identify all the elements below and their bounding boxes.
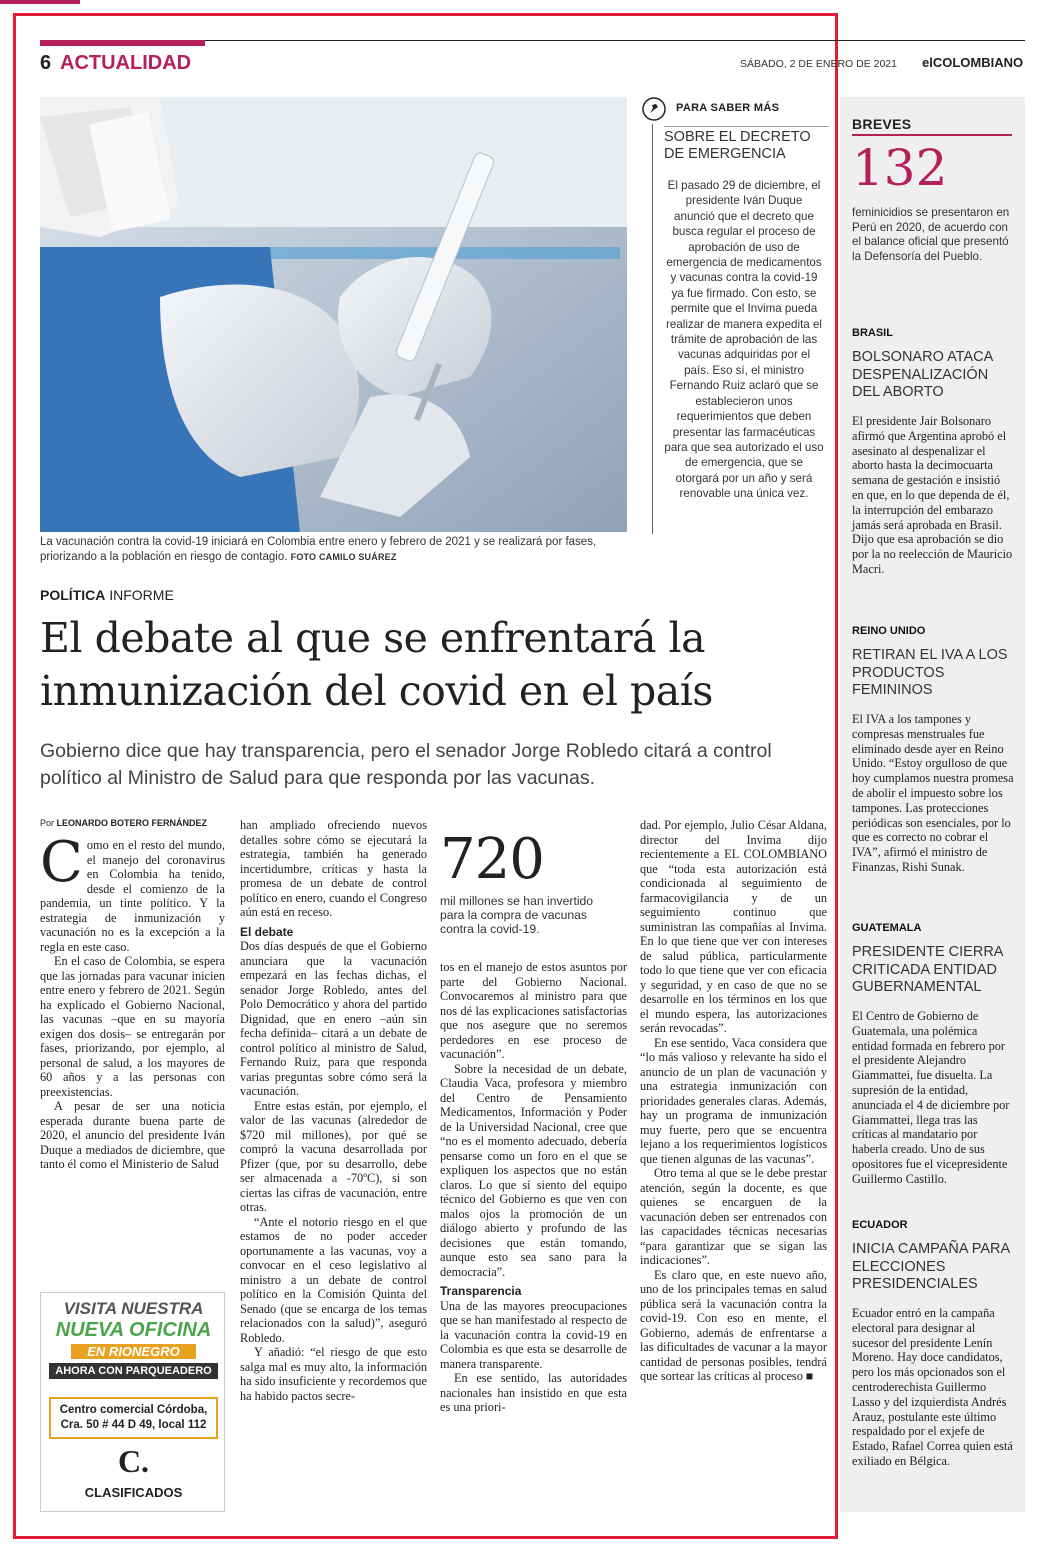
col3-para-4: En ese sentido, las autoridades nacionales han insistido en que esta es una priori- — [440, 1371, 627, 1414]
drop-cap: C — [40, 830, 83, 895]
ad-line-1: VISITA NUESTRA — [63, 1299, 204, 1318]
col4-para-3: Otro tema al que se le debe prestar atención, según la docente, es que quienes se encarguen de la vacunación deben ser entrenados con las capacidades técnicas necesarias “para garantizar que se sigan las indicaciones”. — [640, 1166, 827, 1267]
subhead-transparencia: Transparencia — [440, 1284, 522, 1298]
brief-tag-guatemala: GUATEMALA — [852, 922, 922, 934]
col1-para-2: En el caso de Colombia, se espera que las jornadas para vacunar inicien entre enero y febrero de 2021. Según ha explicado el Gobierno Nacional, las vacunas –que en su mayoría exigen dos dosis– se entregarán por fases, priorizando, por ejemplo, al personal de salud, a los mayores de 60 años y a las personas con preexistencias. — [40, 954, 225, 1099]
brief-tag-reino-unido: REINO UNIDO — [852, 625, 926, 637]
col1-para-3: A pesar de ser una noticia esperada durante buena parte de 2020, el anuncio del presidente Iván Duque a mediados de diciembre, que tanto él como el Ministerio de Salud — [40, 1099, 225, 1171]
byline-name: LEONARDO BOTERO FERNÁNDEZ — [56, 818, 208, 828]
brief-body-guatemala: El Centro de Gobierno de Guatemala, una polémica entidad formada en febrero por el presidente Alejandro Giammattei, fue disuelta. La supresión de la entidad, anunciada el 4 de diciembre por Giammattei, llega tras las críticas al mandatario por haberla creado. Uno de sus opositores fue el vicepresidente Guillermo Castillo. — [852, 1009, 1010, 1186]
ad-address — [49, 1397, 218, 1439]
brief-body-brasil: El presidente Jair Bolsonaro afirmó que Argentina aprobó el asesinato al despenalizar el aborto hasta la decimocuarta semana de gestación e insistió en que, en lo que dependa de él, la interrupción del embarazo jamás será aprobada en Brasil. Dijo que esa aprobación se dio por la no reelección de Mauricio Macri. — [852, 414, 1013, 576]
article-deck: Gobierno dice que hay transparencia, pero el senador Jorge Robledo citará a control político al Ministro de Salud para que responda por las vacunas. — [40, 740, 772, 789]
breves-number-text: feminicidios se presentaron en Perú en 2020, de acuerdo con el balance oficial que presentó la Defensoría del Pueblo. — [852, 206, 1010, 263]
figure-number: 720 — [440, 827, 544, 892]
col2-para-5: Y añadió: “el riesgo de que esto salga mal es muy alto, la información ha sido insuficiente y recordemos que ha habido pactos secre- — [240, 1345, 427, 1403]
col4-para-2: En ese sentido, Vaca considera que “lo más valioso y relevante ha sido el anuncio de un plan de vacunación y una estrategia inmunización con prioridades generales claras. Además, hay un programa de inmunización muy fuerte, pero que se encuentra lejano a los requerimientos logísticos que tienen algunas de las vacunas”. — [640, 1035, 827, 1166]
article-column-3 — [440, 960, 627, 1415]
brief-head-brasil: BOLSONARO ATACA DESPENALIZACIÓN DEL ABORTO — [852, 349, 993, 400]
para-saber-mas-label: PARA SABER MÁS — [676, 102, 780, 114]
photo-credit: FOTO CAMILO SUÁREZ — [290, 552, 397, 562]
byline-prefix: Por — [40, 818, 55, 828]
breves-title: BREVES — [852, 116, 912, 132]
brief-tag-ecuador: ECUADOR — [852, 1219, 908, 1231]
brief-tag-brasil: BRASIL — [852, 327, 893, 339]
ad-logo-letter: C. — [117, 1443, 150, 1479]
caption-text: La vacunación contra la covid-19 iniciará en Colombia entre enero y febrero de 2021 y se realizará por fases, priorizando a la población en riesgo de contagio. — [40, 536, 597, 563]
section-title: ACTUALIDAD — [60, 52, 192, 74]
clasificados-ad[interactable] — [40, 1292, 225, 1512]
brief-head-reino-unido: RETIRAN EL IVA A LOS PRODUCTOS FEMININOS — [852, 647, 1008, 698]
col2-para-2: Dos días después de que el Gobierno anunciara que la vacunación empezará en las fechas dichas, el senador Jorge Robledo, antes del Polo Democrático y ahora del partido Dignidad, que en enero –aún sin fecha definida– citará a un debate de control político al ministro de Salud, Fernando Ruiz, para que responda varias preguntas sobre cómo será la vacunación. — [240, 939, 427, 1098]
col4-para-1: dad. Por ejemplo, Julio César Aldana, director del Invima dijo recientemente a EL COLOMBIANO que “toda esta autorización está condicionada al seguimiento de farmacovigilancia y de un seguimiento continuo que suministran las compañías al Invima. En lo que tiene que ver con intereses de salud pública, particularmente todo lo que tiene que ver con eficacia y seguridad, y en caso de que no se desarrolle en los términos en los que el mundo espera, las autorizaciones serán revocadas”. — [640, 818, 827, 1035]
subhead-debate: El debate — [240, 924, 294, 939]
article-kicker — [40, 587, 174, 603]
brief-body-reino-unido: El IVA a los tampones y compresas menstruales fue eliminado desde ayer en Reino Unido. “Estoy orgulloso de que hoy cumplamos nuestra promesa de abolir el impuesto sobre los tampones. Las protecciones periódicas son esenciales, por lo que es correcto no cobrar el IVA”, afirmó el ministro de Finanzas, Rishi Sunak. — [852, 712, 1014, 874]
article-column-1 — [40, 830, 225, 1172]
col3-para-1: tos en el manejo de estos asuntos por parte del Gobierno Nacional. Convocaremos al ministro para que nos dé las explicaciones satisfactorias que nos asegure que no seremos perdedores en ese proceso de vacunación”. — [440, 960, 627, 1061]
article-column-4 — [640, 818, 827, 1384]
date-line: SÁBADO, 2 DE ENERO DE 2021 — [740, 58, 897, 70]
ad-address-2: Cra. 50 # 44 D 49, local 112 — [60, 1419, 207, 1431]
breves-number: 132 — [852, 139, 948, 197]
col3-para-2: Sobre la necesidad de un debate, Claudia Vaca, profesora y miembro del Centro de Pensamiento Medicamentos, Información y Poder de la Universidad Nacional, cree que “no es el momento adecuado, debería pensarse como un foro en el que se expliquen los aspectos que no están claros. Lo que sí siento del equipo técnico del Gobierno es que ven con malos ojos la promoción de un diálogo abierto y profundo de las decisiones que están tomando, aunque esto sea sano para la democracia”. — [440, 1061, 627, 1279]
vaccine-photo — [40, 97, 627, 532]
kicker-type: INFORME — [109, 587, 174, 603]
col2-para-3: Entre estas están, por ejemplo, el valor de las vacunas (alrededor de $720 mil millones), por qué se compró la vacuna desarrollada por Pfizer (que, por su desarrollo, debe ser almacenada a -70ºC), si son ciertas las cifras de vacunación, entre otras. — [240, 1098, 427, 1214]
col2-para-4: “Ante el notorio riesgo en el que estamos de no poder acceder oportunamente a las vacunas, voy a convocar en el ceso legislativo al ministro a un debate de control político en la Comisión Quinta del Senado (que se encarga de los temas relacionados con la salud)”, aseguró Robledo. — [240, 1214, 427, 1345]
para-saber-mas-title: SOBRE EL DECRETO DE EMERGENCIA — [664, 126, 829, 163]
byline — [40, 818, 207, 828]
col1-para-1: Como en el resto del mundo, el manejo del coronavirus en Colombia ha tenido, desde el comienzo de la pandemia, un tinte político. Y la estrategia de inmunización y vacunación no es la excepción a la regla en este caso. — [40, 830, 225, 954]
brief-head-ecuador: INICIA CAMPAÑA PARA ELECCIONES PRESIDENCIALES — [852, 1241, 1010, 1292]
figure-accent-bar — [0, 0, 80, 4]
kicker-section: POLÍTICA — [40, 587, 106, 603]
brand-logo: elCOLOMBIANO — [922, 55, 1024, 70]
para-saber-mas-rule — [652, 124, 653, 534]
col3-para-3: Una de las mayores preocupaciones que se han manifestado al respecto de la vacunación contra la covid-19 en Colombia es que esta se desarrolle de manera transparente. — [440, 1298, 627, 1371]
vaccine-photo-illustration — [40, 97, 627, 532]
figure-text: mil millones se han invertido para la compra de vacunas contra la covid-19. — [440, 894, 594, 936]
col2-para-1: han ampliado ofreciendo nuevos detalles sobre cómo se ejecutará la estrategia, también ha generado incertidumbre, críticas y hasta la promesa de un debate de control político en enero, cuando el Congreso aún está en receso. — [240, 818, 427, 919]
para-saber-mas-body: El pasado 29 de diciembre, el presidente Iván Duque anunció que el decreto que busca regular el proceso de aprobación de uso de emergencia de medicamentos y vacunas contra la covid-19 ya fue firmado. Con esto, se permite que el Invima pueda realizar de manera expedita el trámite de aprobación de las vacunas adquiridas por el país. Eso sí, el ministro Fernando Ruiz aclaró que se establecieron unos requerimientos que deben presentar las farmacéuticas para que sea autorizado el uso de emergencia, que se otorgará por un año y será renovable una única vez. — [664, 179, 824, 501]
article-headline: El debate al que se enfrentará la inmunización del covid en el país — [40, 614, 713, 715]
section-accent-bar — [40, 40, 205, 46]
pin-icon — [642, 97, 666, 121]
photo-caption — [40, 535, 628, 565]
ad-address-1: Centro comercial Córdoba, — [59, 1404, 208, 1416]
page-number: 6 — [40, 52, 52, 74]
ad-line-4: AHORA CON PARQUEADERO — [49, 1363, 218, 1379]
brief-head-guatemala: PRESIDENTE CIERRA CRITICADA ENTIDAD GUBERNAMENTAL — [852, 944, 1003, 995]
article-column-2 — [240, 818, 427, 1403]
ad-line-2: NUEVA OFICINA — [55, 1319, 212, 1341]
col4-para-4: Es claro que, en este nuevo año, uno de los principales temas en salud pública será la vacunación contra la covid-19. Con eso en mente, el Gobierno, además de enfrentarse a las dificultades de vacunar a la mayor cantidad de personas posibles, tendrá que sortear las críticas al proceso ■ — [640, 1267, 827, 1383]
breves-rule — [852, 134, 1012, 136]
ad-logo-text: CLASIFICADOS — [84, 1485, 183, 1500]
brief-body-ecuador: Ecuador entró en la campaña electoral para designar al sucesor del presidente Lenín Moreno. Hay doce candidatos, pero los más opcionados son el centroderechista Guillermo Lasso y del izquierdista Andrés Arauz, postulante este último respaldado por el exjefe de Estado, Rafael Correa quien está exiliado en Bélgica. — [852, 1306, 1013, 1468]
ad-line-3: EN RIONEGRO — [71, 1344, 196, 1359]
